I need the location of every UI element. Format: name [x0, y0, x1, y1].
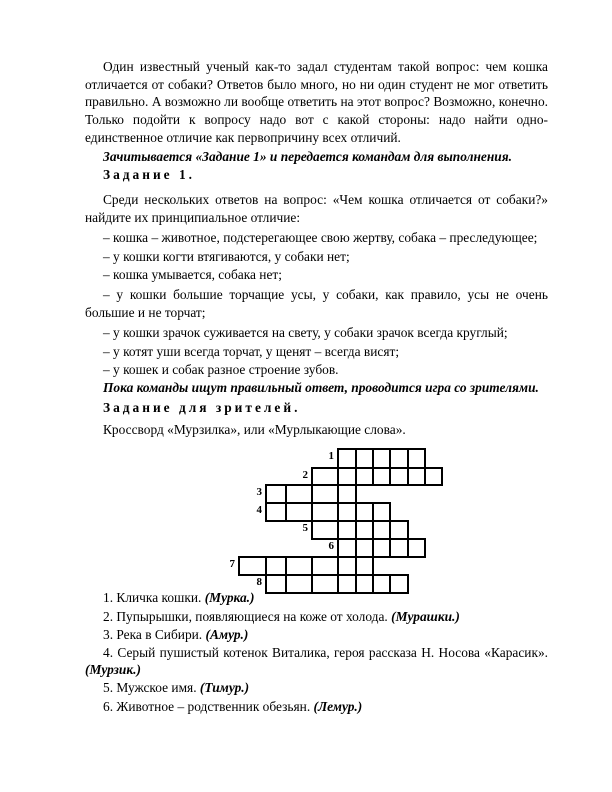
crossword-cell	[311, 520, 339, 540]
crossword-cell	[337, 484, 357, 504]
intro-line: единственное отличие как первопричину всех отличий.	[85, 130, 401, 145]
crossword-row-number: 2	[302, 469, 308, 481]
crossword-cell	[265, 502, 287, 522]
clue-item	[103, 627, 248, 643]
crossword-cell	[265, 484, 287, 504]
crossword-cell	[311, 484, 339, 504]
crossword-title: Кроссворд «Мурзилка», или «Мурлыкающие слова».	[103, 422, 406, 437]
answer-item: – кошка – животное, подстерегающее свою жертву, собака – преследующее;	[103, 230, 538, 245]
clue-item	[103, 699, 362, 715]
clue-item	[103, 590, 255, 606]
crossword-row-number: 7	[229, 558, 235, 570]
crossword-cell	[337, 574, 357, 594]
crossword-row-number: 6	[328, 540, 334, 552]
crossword-row-number: 3	[256, 486, 262, 498]
task1-heading: Задание 1.	[103, 167, 195, 182]
crossword-cell	[337, 502, 357, 522]
instruction-text: Зачитывается «Задание 1» и передается командам для выполнения.	[103, 149, 512, 164]
crossword-cell	[389, 520, 409, 540]
clue-item	[103, 609, 460, 625]
instruction-text: Пока команды ищут правильный ответ, проводится игра со зрителями.	[103, 380, 539, 395]
intro-line: правильно. А возможно ли вообще ответить на этот вопрос? Возможно, конечно.	[85, 94, 548, 109]
crossword-cell	[285, 484, 313, 504]
clue-text: 4. Серый пушистый котенок Виталика, героя рассказа Н. Носова «Карасик».	[103, 645, 548, 660]
task2-heading: Задание для зрителей.	[103, 400, 301, 415]
clue-answer: (Мурашки.)	[391, 609, 460, 624]
crossword-cell	[311, 502, 339, 522]
crossword-cell	[311, 574, 339, 594]
answer-item: – у кошки большие торчащие усы, у собаки, как правило, усы не очень	[103, 287, 548, 302]
crossword-cell	[389, 538, 409, 558]
clue-answer: (Амур.)	[205, 627, 249, 642]
answer-item: – у кошки когти втягиваются, у собаки нет;	[103, 249, 350, 264]
crossword-row-number: 4	[256, 504, 262, 516]
crossword-cell	[311, 556, 339, 576]
clue-answer: (Тимур.)	[199, 680, 250, 695]
answer-item: – у котят уши всегда торчат, у щенят – всегда висят;	[103, 344, 400, 359]
intro-line: отличается от собаки? Ответов было много, но ни один студент не мог ответить	[85, 77, 548, 92]
crossword-row-number: 5	[302, 522, 308, 534]
clue-text: 3. Река в Сибири.	[103, 627, 206, 642]
answer-item: – кошка умывается, собака нет;	[103, 267, 282, 282]
clue-text: 2. Пупырышки, появляющиеся на коже от холода.	[103, 609, 392, 624]
crossword-cell	[355, 556, 374, 576]
crossword-cell	[372, 502, 391, 522]
crossword-cell	[389, 574, 409, 594]
crossword-cell	[389, 448, 409, 469]
crossword-cell	[337, 556, 357, 576]
clue-text: 5. Мужское имя.	[103, 680, 200, 695]
intro-line: Только подойти к вопросу надо вот с какой стороны: надо найти одно-	[85, 112, 548, 127]
crossword-cell	[337, 538, 357, 558]
crossword-cell	[389, 467, 409, 486]
clue-answer: (Мурзик.)	[85, 662, 141, 677]
crossword-cell	[424, 467, 443, 486]
task1-text: Среди нескольких ответов на вопрос: «Чем кошка отличается от собаки?»	[103, 192, 548, 207]
crossword-cell	[407, 538, 426, 558]
crossword-cell	[337, 520, 357, 540]
crossword-cell	[265, 574, 287, 594]
task1-text: найдите их принципиальное отличие:	[85, 210, 301, 225]
crossword-cell	[265, 556, 287, 576]
crossword-cell	[407, 448, 426, 469]
clue-text: 1. Кличка кошки.	[103, 590, 205, 605]
clue-item	[103, 680, 249, 696]
crossword-row-number: 1	[328, 450, 334, 462]
clue-answer: (Лемур.)	[313, 699, 363, 714]
crossword-cell	[285, 574, 313, 594]
crossword-cell	[285, 556, 313, 576]
answer-item: – у кошек и собак разное строение зубов.	[103, 362, 339, 377]
crossword-cell	[238, 556, 267, 576]
answer-item: – у кошки зрачок суживается на свету, у собаки зрачок всегда круглый;	[103, 325, 508, 340]
crossword-row-number: 8	[256, 576, 262, 588]
intro-line: Один известный ученый как-то задал студентам такой вопрос: чем кошка	[103, 59, 548, 74]
answer-item: большие и не торчат;	[85, 305, 206, 320]
crossword-cell	[285, 502, 313, 522]
clue-text: 6. Животное – родственник обезьян.	[103, 699, 314, 714]
crossword-cell	[337, 448, 357, 469]
clue-answer: (Мурка.)	[204, 590, 255, 605]
